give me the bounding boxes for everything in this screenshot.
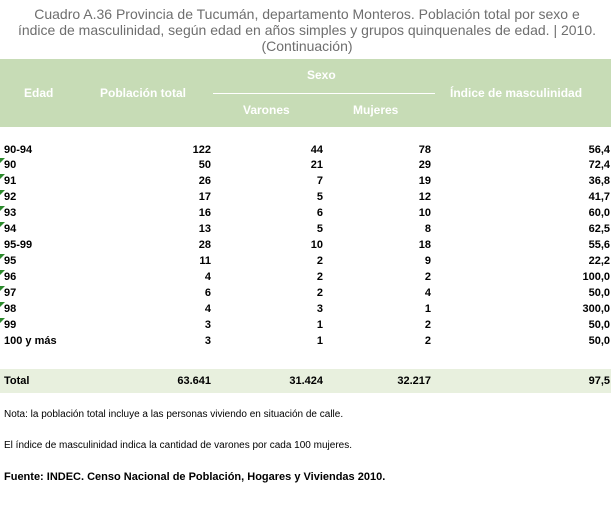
table-row	[0, 334, 611, 349]
cell-indice: 60,0	[588, 207, 610, 219]
cell-total: 28	[198, 239, 211, 251]
cell-edad: 95-99	[4, 239, 33, 251]
table-row	[0, 270, 611, 285]
total-indice: 97,5	[588, 375, 610, 387]
total-mujeres: 32.217	[397, 375, 431, 387]
cell-varones: 21	[310, 159, 323, 171]
table-row	[0, 318, 611, 333]
cell-indice: 22,2	[588, 255, 610, 267]
note-indice: El índice de masculinidad indica la cantidad de varones por cada 100 mujeres.	[4, 440, 352, 451]
cell-varones: 3	[316, 303, 323, 315]
cell-mujeres: 2	[424, 335, 431, 347]
cell-total: 13	[198, 223, 211, 235]
cell-edad: 99	[4, 319, 17, 331]
header-poblacion-total: Población total	[100, 86, 187, 100]
cell-varones: 44	[310, 144, 323, 156]
cell-varones: 5	[316, 223, 323, 235]
total-label: Total	[4, 375, 30, 387]
cell-total: 122	[192, 144, 211, 156]
cell-edad: 100 y más	[4, 335, 57, 347]
source-note: Fuente: INDEC. Censo Nacional de Población, Hogares y Viviendas 2010.	[4, 471, 386, 483]
cell-edad: 92	[4, 191, 17, 203]
table-row	[0, 286, 611, 301]
title-line-3: (Continuación)	[261, 38, 353, 54]
cell-varones: 10	[310, 239, 323, 251]
cell-indice: 50,0	[588, 287, 610, 299]
cell-mujeres: 1	[424, 303, 431, 315]
header-edad: Edad	[24, 86, 54, 100]
table-row	[0, 254, 611, 269]
total-poblacion: 63.641	[177, 375, 211, 387]
cell-mujeres: 8	[424, 223, 431, 235]
cell-varones: 5	[316, 191, 323, 203]
cell-total: 3	[204, 335, 211, 347]
cell-indice: 41,7	[588, 191, 610, 203]
cell-edad: 93	[4, 207, 17, 219]
cell-edad: 98	[4, 303, 17, 315]
cell-total: 4	[204, 271, 211, 283]
table-row	[0, 190, 611, 205]
cell-indice: 56,4	[588, 144, 610, 156]
cell-indice: 50,0	[588, 319, 610, 331]
table-row	[0, 302, 611, 317]
cell-edad: 90	[4, 159, 17, 171]
header-sexo: Sexo	[307, 68, 336, 82]
cell-indice: 300,0	[582, 303, 610, 315]
cell-edad: 91	[4, 175, 17, 187]
cell-indice: 36,8	[588, 175, 610, 187]
cell-mujeres: 2	[424, 271, 431, 283]
cell-total: 6	[204, 287, 211, 299]
cell-edad: 96	[4, 271, 17, 283]
table-row	[0, 206, 611, 221]
cell-indice: 100,0	[582, 271, 610, 283]
cell-edad: 94	[4, 223, 17, 235]
cell-mujeres: 18	[418, 239, 431, 251]
cell-varones: 2	[316, 271, 323, 283]
cell-total: 50	[198, 159, 211, 171]
header-divider	[213, 93, 435, 94]
table-header	[0, 59, 611, 127]
cell-indice: 72,4	[588, 159, 610, 171]
title-line-2: índice de masculinidad, según edad en años simples y grupos quinquenales de edad. | 2010.	[17, 22, 597, 38]
table-title	[0, 6, 614, 54]
total-row	[0, 369, 611, 393]
cell-varones: 1	[316, 319, 323, 331]
cell-mujeres: 2	[424, 319, 431, 331]
table-row	[0, 222, 611, 237]
cell-total: 16	[198, 207, 211, 219]
cell-total: 17	[198, 191, 211, 203]
cell-varones: 2	[316, 255, 323, 267]
cell-mujeres: 4	[424, 287, 431, 299]
cell-mujeres: 29	[418, 159, 431, 171]
header-mujeres: Mujeres	[353, 103, 399, 117]
cell-edad: 95	[4, 255, 17, 267]
header-indice: Índice de masculinidad	[450, 86, 583, 100]
title-line-1: Cuadro A.36 Provincia de Tucumán, departamento Monteros. Población total por sexo e	[34, 6, 580, 22]
note-poblacion: Nota: la población total incluye a las personas viviendo en situación de calle.	[4, 409, 344, 420]
cell-total: 4	[204, 303, 211, 315]
cell-edad: 97	[4, 287, 17, 299]
cell-total: 26	[198, 175, 211, 187]
cell-mujeres: 19	[418, 175, 431, 187]
cell-varones: 7	[316, 175, 323, 187]
cell-mujeres: 9	[424, 255, 431, 267]
total-varones: 31.424	[289, 375, 323, 387]
table-row	[0, 143, 611, 158]
cell-varones: 2	[316, 287, 323, 299]
cell-total: 11	[199, 255, 211, 267]
cell-indice: 62,5	[588, 223, 610, 235]
cell-edad: 90-94	[4, 144, 33, 156]
cell-mujeres: 10	[418, 207, 431, 219]
header-varones: Varones	[243, 103, 290, 117]
cell-indice: 50,0	[588, 335, 610, 347]
cell-total: 3	[204, 319, 211, 331]
cell-indice: 55,6	[588, 239, 610, 251]
cell-varones: 6	[316, 207, 323, 219]
cell-varones: 1	[316, 335, 323, 347]
table-row	[0, 158, 611, 173]
cell-mujeres: 12	[418, 191, 431, 203]
table-row	[0, 174, 611, 189]
table-row	[0, 238, 611, 253]
cell-mujeres: 78	[418, 144, 431, 156]
